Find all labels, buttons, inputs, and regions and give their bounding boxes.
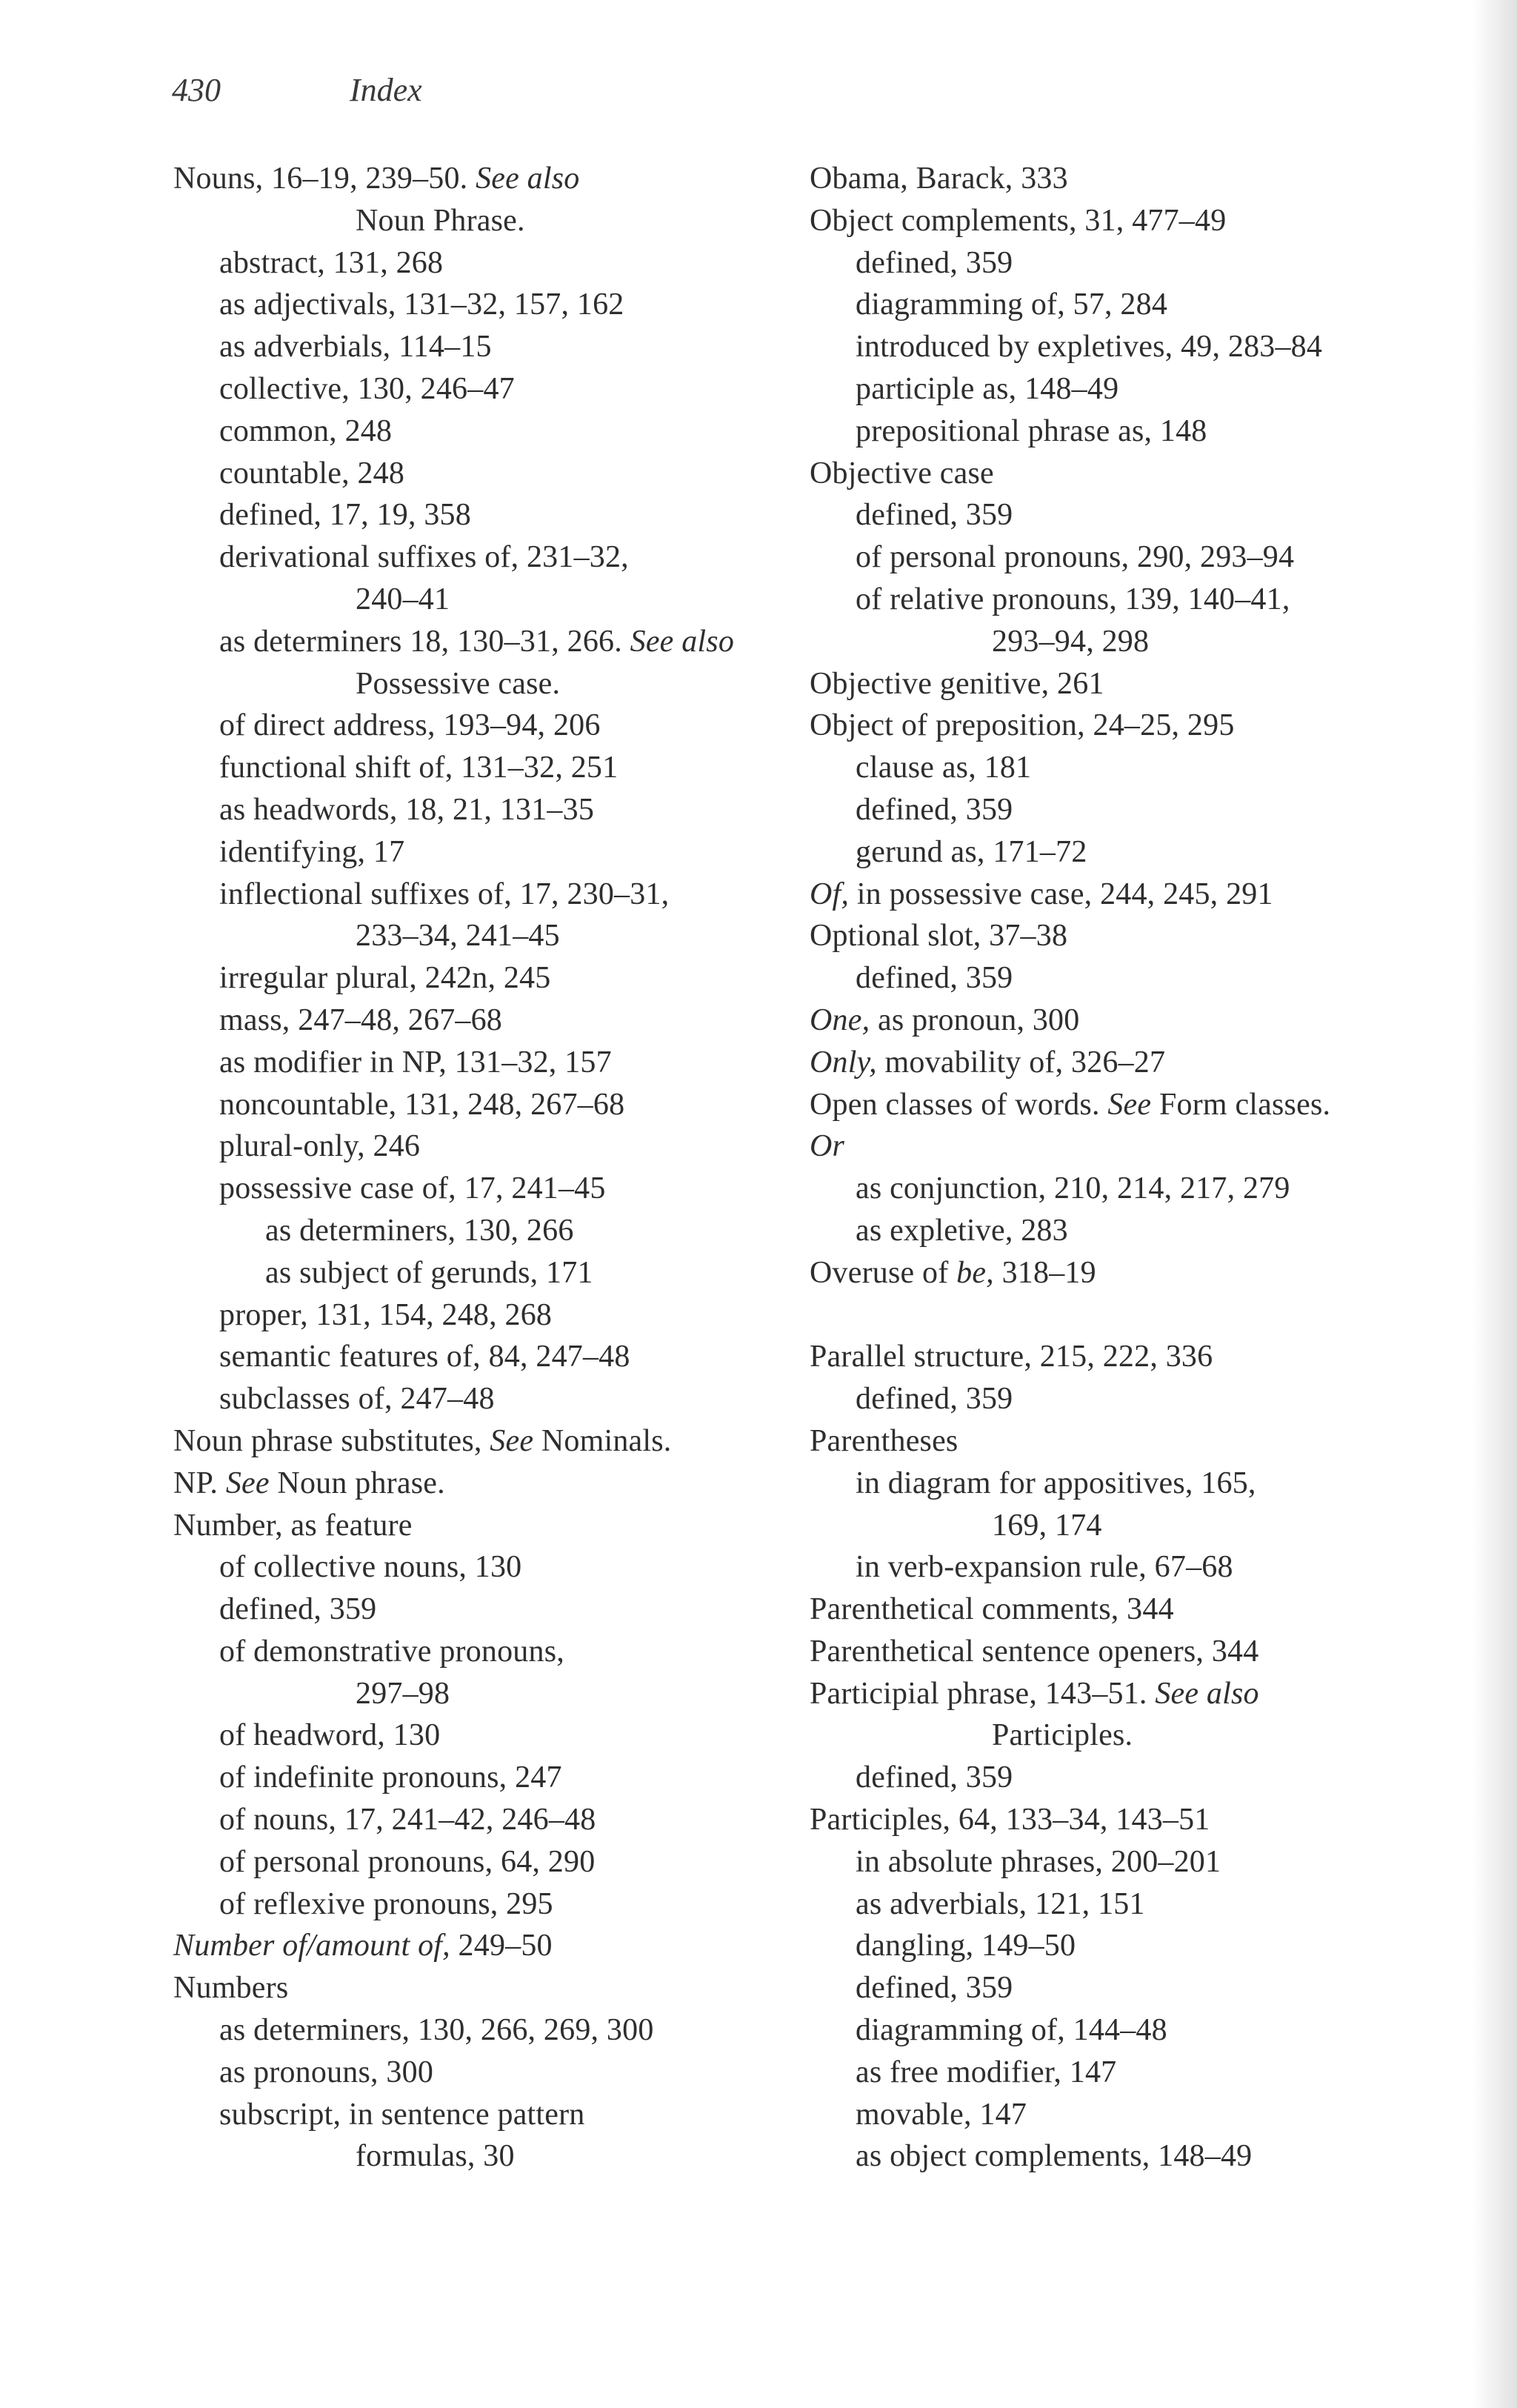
index-subentry — [173, 368, 818, 410]
index-subentry — [810, 2052, 1454, 2094]
index-continuation — [173, 2135, 818, 2178]
entry-text: Possessive case. — [356, 666, 561, 701]
index-entry — [810, 158, 1454, 200]
index-subsubentry — [173, 1252, 818, 1294]
index-entry — [810, 705, 1454, 747]
index-subsubentry — [173, 1210, 818, 1252]
entry-text: Noun phrase. — [269, 1466, 445, 1500]
entry-text: Participles. — [992, 1718, 1133, 1753]
entry-text: of nouns, 17, 241–42, 246–48 — [219, 1803, 596, 1837]
entry-text: diagramming of, 57, 284 — [856, 287, 1168, 322]
index-continuation — [810, 621, 1454, 663]
index-subentry — [810, 579, 1454, 621]
entry-text: of relative pronouns, 139, 140–41, — [856, 582, 1290, 616]
entry-text: 297–98 — [356, 1676, 450, 1711]
italic-text: be, — [956, 1255, 994, 1290]
index-subentry — [810, 1378, 1454, 1420]
index-subentry — [173, 957, 818, 1000]
entry-text: Object of preposition, 24–25, 295 — [810, 708, 1235, 743]
index-entry — [810, 1042, 1454, 1084]
index-entry — [810, 1084, 1454, 1126]
index-subentry — [810, 1168, 1454, 1210]
entry-text: in diagram for appositives, 165, — [856, 1466, 1256, 1500]
index-entry — [173, 1967, 818, 2009]
index-subentry — [173, 536, 818, 579]
page-edge-shadow — [1473, 0, 1517, 2408]
index-entry — [810, 1000, 1454, 1042]
index-continuation — [173, 1673, 818, 1715]
entry-text: Parenthetical comments, 344 — [810, 1592, 1174, 1627]
italic-text: Of, — [810, 877, 850, 911]
index-entry — [810, 663, 1454, 705]
index-subentry — [173, 326, 818, 368]
entry-text: defined, 359 — [856, 1971, 1013, 2006]
entry-text: introduced by expletives, 49, 283–84 — [856, 330, 1323, 365]
entry-text: as object complements, 148–49 — [856, 2139, 1253, 2174]
index-subentry — [810, 1757, 1454, 1799]
entry-text: as headwords, 18, 21, 131–35 — [219, 792, 595, 827]
entry-text: dangling, 149–50 — [856, 1929, 1076, 1963]
index-subentry — [173, 1378, 818, 1420]
index-entry — [810, 1673, 1454, 1715]
index-subentry — [810, 831, 1454, 874]
index-subentry — [173, 831, 818, 874]
entry-text: as subject of gerunds, 171 — [265, 1255, 593, 1290]
entry-text: of headword, 130 — [219, 1718, 441, 1753]
entry-text: identifying, 17 — [219, 834, 405, 869]
entry-text: gerund as, 171–72 — [856, 834, 1087, 869]
entry-text: common, 248 — [219, 413, 393, 448]
entry-text: Number, as feature — [173, 1508, 413, 1543]
entry-text: derivational suffixes of, 231–32, — [219, 540, 629, 575]
index-entry — [810, 1631, 1454, 1673]
index-continuation — [173, 200, 818, 242]
entry-text: of indefinite pronouns, 247 — [219, 1760, 562, 1795]
index-subentry — [810, 1463, 1454, 1505]
entry-text: of collective nouns, 130 — [219, 1550, 522, 1585]
entry-text: of personal pronouns, 290, 293–94 — [856, 540, 1295, 575]
index-entry — [810, 1799, 1454, 1841]
index-subentry — [810, 1883, 1454, 1926]
entry-text: of direct address, 193–94, 206 — [219, 708, 601, 743]
index-subentry — [173, 1589, 818, 1631]
index-subentry — [810, 1210, 1454, 1252]
index-subentry — [173, 1125, 818, 1168]
index-subentry — [173, 789, 818, 831]
entry-text: as conjunction, 210, 214, 217, 279 — [856, 1171, 1290, 1206]
index-entry — [173, 1505, 818, 1547]
entry-text: 318–19 — [993, 1255, 1096, 1290]
index-subentry — [810, 410, 1454, 453]
index-subentry — [173, 621, 818, 663]
entry-text: as adjectivals, 131–32, 157, 162 — [219, 287, 624, 322]
index-subentry — [810, 1967, 1454, 2009]
italic-text: See — [490, 1423, 534, 1458]
index-entry — [173, 158, 818, 200]
index-subentry — [810, 1546, 1454, 1589]
index-subentry — [173, 705, 818, 747]
entry-text: 293–94, 298 — [992, 624, 1150, 659]
entry-text: clause as, 181 — [856, 751, 1032, 785]
entry-text: in verb-expansion rule, 67–68 — [856, 1550, 1233, 1585]
running-title: Index — [350, 72, 422, 108]
entry-text: Parenthetical sentence openers, 344 — [810, 1634, 1259, 1669]
entry-text: as adverbials, 114–15 — [219, 330, 492, 365]
entry-text: plural-only, 246 — [219, 1129, 421, 1164]
entry-text: Parentheses — [810, 1423, 958, 1458]
index-subentry — [173, 2094, 818, 2136]
index-subentry — [173, 1084, 818, 1126]
index-subentry — [173, 1714, 818, 1757]
entry-text: NP. — [173, 1466, 226, 1500]
entry-text: noncountable, 131, 248, 267–68 — [219, 1087, 625, 1122]
index-subentry — [173, 2052, 818, 2094]
index-entry — [810, 200, 1454, 242]
index-subentry — [810, 1925, 1454, 1967]
index-continuation — [173, 663, 818, 705]
index-subentry — [810, 536, 1454, 579]
entry-text: defined, 17, 19, 358 — [219, 498, 471, 533]
entry-text: defined, 359 — [856, 498, 1013, 533]
entry-text: abstract, 131, 268 — [219, 245, 444, 280]
entry-text: as free modifier, 147 — [856, 2055, 1117, 2089]
entry-text: as determiners 18, 130–31, 266. — [219, 624, 630, 659]
italic-text: See also — [1155, 1676, 1259, 1711]
entry-text: in possessive case, 244, 245, 291 — [849, 877, 1273, 911]
index-subentry — [173, 1042, 818, 1084]
entry-text: as pronoun, 300 — [870, 1002, 1080, 1037]
index-subentry — [173, 747, 818, 789]
index-subentry — [173, 1294, 818, 1337]
index-subentry — [173, 1841, 818, 1883]
italic-text: See — [225, 1466, 270, 1500]
index-entry — [810, 1589, 1454, 1631]
entry-text: collective, 130, 246–47 — [219, 371, 515, 406]
index-subentry — [173, 1631, 818, 1673]
entry-text: semantic features of, 84, 247–48 — [219, 1340, 630, 1374]
entry-text: 169, 174 — [992, 1508, 1102, 1543]
entry-text: as determiners, 130, 266 — [265, 1213, 574, 1248]
entry-text: Nouns, 16–19, 239–50. — [173, 162, 476, 196]
index-entry — [810, 915, 1454, 957]
index-subentry — [173, 1168, 818, 1210]
italic-text: See also — [630, 624, 735, 659]
entry-text: as adverbials, 121, 151 — [856, 1886, 1145, 1921]
index-subentry — [810, 368, 1454, 410]
entry-text: formulas, 30 — [356, 2139, 515, 2174]
entry-text: defined, 359 — [856, 792, 1013, 827]
index-subentry — [810, 2009, 1454, 2052]
entry-text: possessive case of, 17, 241–45 — [219, 1171, 606, 1206]
index-continuation — [173, 579, 818, 621]
entry-text: of personal pronouns, 64, 290 — [219, 1844, 596, 1879]
entry-text: defined, 359 — [856, 961, 1013, 996]
index-continuation — [810, 1505, 1454, 1547]
index-continuation — [810, 1714, 1454, 1757]
index-entry — [810, 874, 1454, 916]
index-subentry — [810, 1841, 1454, 1883]
entry-text: movable, 147 — [856, 2097, 1027, 2132]
index-subentry — [173, 410, 818, 453]
italic-text: Number of/amount of, — [173, 1929, 450, 1963]
entry-text: mass, 247–48, 267–68 — [219, 1002, 502, 1037]
index-entry — [173, 1925, 818, 1967]
entry-text: Noun Phrase. — [356, 203, 525, 238]
entry-text: defined, 359 — [219, 1592, 377, 1627]
italic-text: See — [1107, 1087, 1152, 1122]
entry-text: as modifier in NP, 131–32, 157 — [219, 1045, 612, 1080]
index-subentry — [173, 242, 818, 285]
index-subentry — [173, 1336, 818, 1378]
index-continuation — [173, 915, 818, 957]
entry-text: as pronouns, 300 — [219, 2055, 434, 2089]
entry-text: diagramming of, 144–48 — [856, 2013, 1167, 2048]
index-subentry — [810, 957, 1454, 1000]
entry-text: irregular plural, 242n, 245 — [219, 961, 551, 996]
index-subentry — [173, 284, 818, 326]
entry-text: defined, 359 — [856, 1382, 1013, 1417]
entry-text: as determiners, 130, 266, 269, 300 — [219, 2013, 654, 2048]
entry-text: of reflexive pronouns, 295 — [219, 1886, 553, 1921]
index-subentry — [810, 747, 1454, 789]
italic-text: One, — [810, 1002, 870, 1037]
entry-text: Overuse of — [810, 1255, 957, 1290]
entry-text: 233–34, 241–45 — [356, 919, 560, 954]
index-subentry — [810, 284, 1454, 326]
italic-text: Or — [810, 1129, 845, 1164]
entry-text: Nominals. — [533, 1423, 672, 1458]
running-header — [172, 68, 422, 113]
entry-text: Open classes of words. — [810, 1087, 1108, 1122]
entry-text: subclasses of, 247–48 — [219, 1382, 495, 1417]
index-entry — [810, 1420, 1454, 1463]
index-entry — [810, 1125, 1454, 1168]
index-subentry — [173, 2009, 818, 2052]
entry-text: in absolute phrases, 200–201 — [856, 1844, 1221, 1879]
section-gap — [810, 1294, 1454, 1337]
entry-text: 249–50 — [450, 1929, 553, 1963]
index-subentry — [173, 1799, 818, 1841]
index-entry — [810, 1336, 1454, 1378]
entry-text: Noun phrase substitutes, — [173, 1423, 490, 1458]
index-subentry — [173, 874, 818, 916]
entry-text: Participial phrase, 143–51. — [810, 1676, 1156, 1711]
entry-text: Participles, 64, 133–34, 143–51 — [810, 1803, 1210, 1837]
entry-text: subscript, in sentence pattern — [219, 2097, 585, 2132]
index-subentry — [810, 494, 1454, 536]
entry-text: Parallel structure, 215, 222, 336 — [810, 1340, 1213, 1374]
entry-text: Object complements, 31, 477–49 — [810, 203, 1227, 238]
index-subentry — [173, 1546, 818, 1589]
index-subentry — [810, 326, 1454, 368]
index-subentry — [810, 242, 1454, 285]
entry-text: functional shift of, 131–32, 251 — [219, 751, 619, 785]
italic-text: Only, — [810, 1045, 877, 1080]
index-entry — [173, 1420, 818, 1463]
entry-text: countable, 248 — [219, 456, 405, 490]
entry-text: proper, 131, 154, 248, 268 — [219, 1297, 553, 1332]
entry-text: Objective genitive, 261 — [810, 666, 1104, 701]
entry-text: as expletive, 283 — [856, 1213, 1068, 1248]
index-subentry — [173, 494, 818, 536]
index-column-right — [810, 158, 1454, 2178]
entry-text: defined, 359 — [856, 245, 1013, 280]
index-subentry — [173, 1883, 818, 1926]
entry-text: movability of, 326–27 — [876, 1045, 1166, 1080]
index-entry — [173, 1463, 818, 1505]
index-subentry — [173, 453, 818, 495]
entry-text: Obama, Barack, 333 — [810, 162, 1068, 196]
index-column-left — [173, 158, 818, 2178]
index-subentry — [810, 2094, 1454, 2136]
index-entry — [810, 453, 1454, 495]
entry-text: of demonstrative pronouns, — [219, 1634, 564, 1669]
entry-text: Objective case — [810, 456, 994, 490]
index-subentry — [173, 1000, 818, 1042]
entry-text: inflectional suffixes of, 17, 230–31, — [219, 877, 670, 911]
entry-text: Form classes. — [1151, 1087, 1331, 1122]
entry-text: Numbers — [173, 1971, 289, 2006]
entry-text: defined, 359 — [856, 1760, 1013, 1795]
entry-text: participle as, 148–49 — [856, 371, 1119, 406]
index-subentry — [810, 2135, 1454, 2178]
italic-text: See also — [476, 162, 580, 196]
entry-text: prepositional phrase as, 148 — [856, 413, 1207, 448]
entry-text: Optional slot, 37–38 — [810, 919, 1068, 954]
index-subentry — [173, 1757, 818, 1799]
index-subentry — [810, 789, 1454, 831]
page-number: 430 — [172, 72, 221, 108]
index-entry — [810, 1252, 1454, 1294]
entry-text: 240–41 — [356, 582, 450, 616]
